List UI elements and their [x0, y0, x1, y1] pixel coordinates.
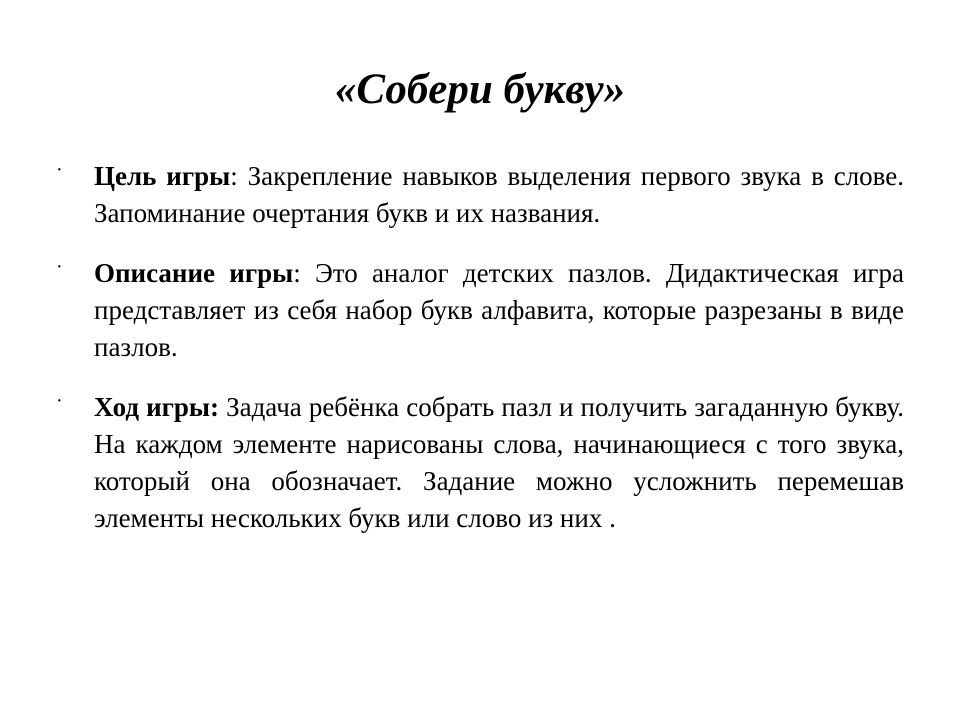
- bullet-item-gameplay: [56, 389, 904, 537]
- bullet-dot-icon: ·: [56, 390, 63, 412]
- bullet-list: [56, 158, 904, 537]
- bullet-item-description: [56, 255, 904, 366]
- bullet-separator-description: :: [293, 258, 315, 288]
- bullet-text-gameplay: Задача ребёнка собрать пазл и получить загаданную букву. На каждом элементе нарисованы слова, начинающиеся с того звука, который она обозначает. Задание можно усложнить перемешав элементы нескольких букв или слово из них .: [94, 392, 904, 533]
- bullet-text-description: Это аналог детских пазлов. Дидактическая игра представляет из себя набор букв алфавита, которые разрезаны в виде пазлов.: [94, 258, 904, 362]
- bullet-dot-icon: ·: [56, 159, 63, 181]
- bullet-lead-description: Описание игры: [94, 258, 294, 288]
- bullet-text-goal: Закрепление навыков выделения первого звука в слове. Запоминание очертания букв и их названия.: [94, 161, 904, 228]
- bullet-separator-goal: :: [230, 161, 248, 191]
- bullet-dot-icon: ·: [56, 256, 63, 278]
- bullet-separator-gameplay: [219, 392, 226, 422]
- bullet-lead-gameplay: Ход игры:: [94, 392, 220, 422]
- bullet-lead-goal: Цель игры: [94, 161, 231, 191]
- slide-title: «Собери букву»: [334, 66, 626, 113]
- bullet-item-goal: [56, 158, 904, 232]
